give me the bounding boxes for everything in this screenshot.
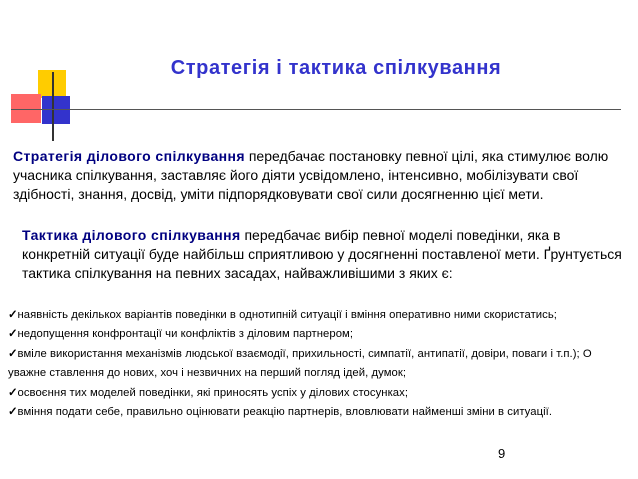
list-item: ✓вміння подати себе, правильно оцінювати реакцію партнерів, вловлювати найменші зміни в ситуації.	[8, 406, 553, 419]
logo-vertical-line	[52, 72, 54, 141]
title-divider-line	[11, 109, 621, 110]
list-item: ✓освоєння тих моделей поведінки, які приносять успіх у ділових стосунках;	[8, 386, 409, 399]
tactics-text: передбачає вибір певної моделі поведінки, яка в конкретній ситуації буде найбільш сприятливою у досягненні поставленої мети. Ґрунтується тактика спілкування на певних засадах, найважливішими з яких є:	[22, 227, 622, 282]
list-item: ✓недопущення конфронтації чи конфліктів з діловим партнером;	[8, 328, 354, 341]
tactics-paragraph	[22, 226, 622, 284]
principles-list	[8, 306, 623, 422]
strategy-text: передбачає постановку певної цілі, яка стимулює волю учасника спілкування, заставляє його діяти усвідомлено, інтенсивно, мобілізувати свої здібності, знання, досвід, уміти підпорядковувати свої сили досягненню цієї мети.	[13, 148, 609, 203]
strategy-paragraph	[13, 147, 613, 205]
strategy-lead: Стратегія ділового спілкування	[13, 148, 245, 164]
checkmark-icon: ✓	[8, 309, 18, 321]
list-item: ✓наявність декількох варіантів поведінки в однотипній ситуації і вміння оперативно ними скористатись;	[8, 309, 557, 321]
page-number: 9	[498, 446, 506, 461]
checkmark-icon: ✓	[8, 328, 18, 341]
logo-blue-square	[42, 96, 70, 124]
slide-title: Стратегія і тактика спілкування	[170, 57, 502, 79]
checkmark-icon: ✓	[8, 386, 18, 399]
checkmark-icon: ✓	[8, 347, 18, 360]
list-item: ✓вміле використання механізмів людської взаємодії, прихильності, симпатії, антипатії, довіри, поваги і т.п.); О уважне ставлення до нових, хоч і незвичних на перший погляд ідей, думок;	[8, 347, 592, 380]
tactics-lead: Тактика ділового спілкування	[22, 227, 241, 243]
checkmark-icon: ✓	[8, 406, 18, 419]
